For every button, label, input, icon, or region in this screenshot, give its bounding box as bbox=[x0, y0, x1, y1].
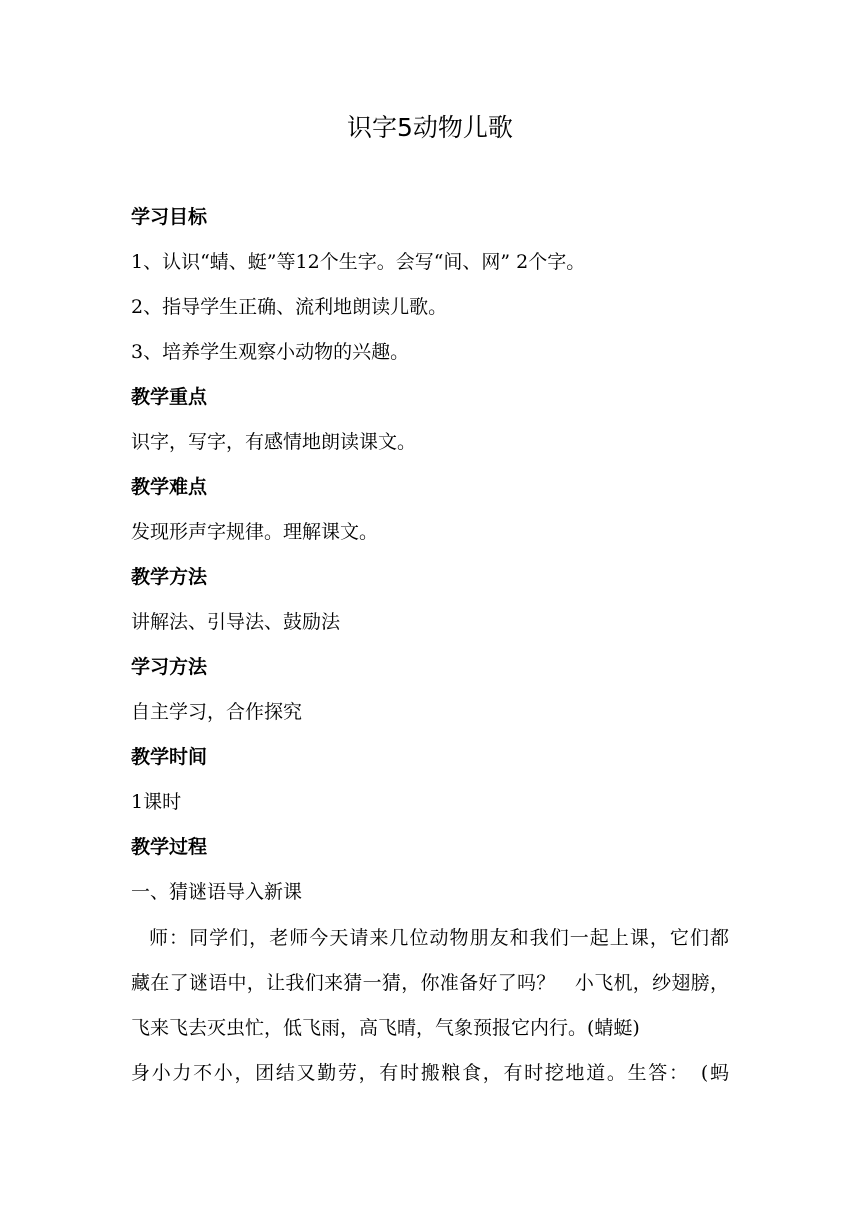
teaching-time-heading: 教学时间 bbox=[131, 746, 208, 768]
process-step-1: 一、猜谜语导入新课 bbox=[131, 881, 303, 903]
goal-item-2: 2、指导学生正确、流利地朗读儿歌。 bbox=[131, 296, 448, 318]
paragraph-line-3: 飞来飞去灭虫忙，低飞雨，高飞晴，气象预报它内行。(蜻蜓) bbox=[131, 1017, 640, 1039]
difficulty-heading: 教学难点 bbox=[131, 476, 208, 498]
key-points-text: 识字，写字，有感情地朗读课文。 bbox=[131, 431, 417, 453]
teaching-method-heading: 教学方法 bbox=[131, 566, 208, 588]
process-heading: 教学过程 bbox=[131, 836, 208, 858]
paragraph-line-4: 身小力不小，团结又勤劳，有时搬粮食，有时挖地道。生答： (蚂 bbox=[131, 1062, 729, 1084]
paragraph-line-1: 师：同学们，老师今天请来几位动物朋友和我们一起上课，它们都 bbox=[149, 927, 729, 949]
paragraph-line-2: 藏在了谜语中，让我们来猜一猜，你准备好了吗？ 小飞机，纱翅膀， bbox=[131, 972, 729, 994]
learning-method-heading: 学习方法 bbox=[131, 656, 208, 678]
difficulty-text: 发现形声字规律。理解课文。 bbox=[131, 521, 379, 543]
goal-item-3: 3、培养学生观察小动物的兴趣。 bbox=[131, 341, 410, 363]
learning-method-text: 自主学习，合作探究 bbox=[131, 701, 303, 723]
goal-item-1: 1、认识“蜻、蜓”等12个生字。会写“间、网” 2个字。 bbox=[131, 251, 586, 273]
teaching-time-text: 1课时 bbox=[131, 791, 182, 813]
teaching-method-text: 讲解法、引导法、鼓励法 bbox=[131, 611, 341, 633]
goals-heading: 学习目标 bbox=[131, 206, 208, 228]
page-title: 识字5动物儿歌 bbox=[347, 113, 513, 142]
key-points-heading: 教学重点 bbox=[131, 386, 208, 408]
